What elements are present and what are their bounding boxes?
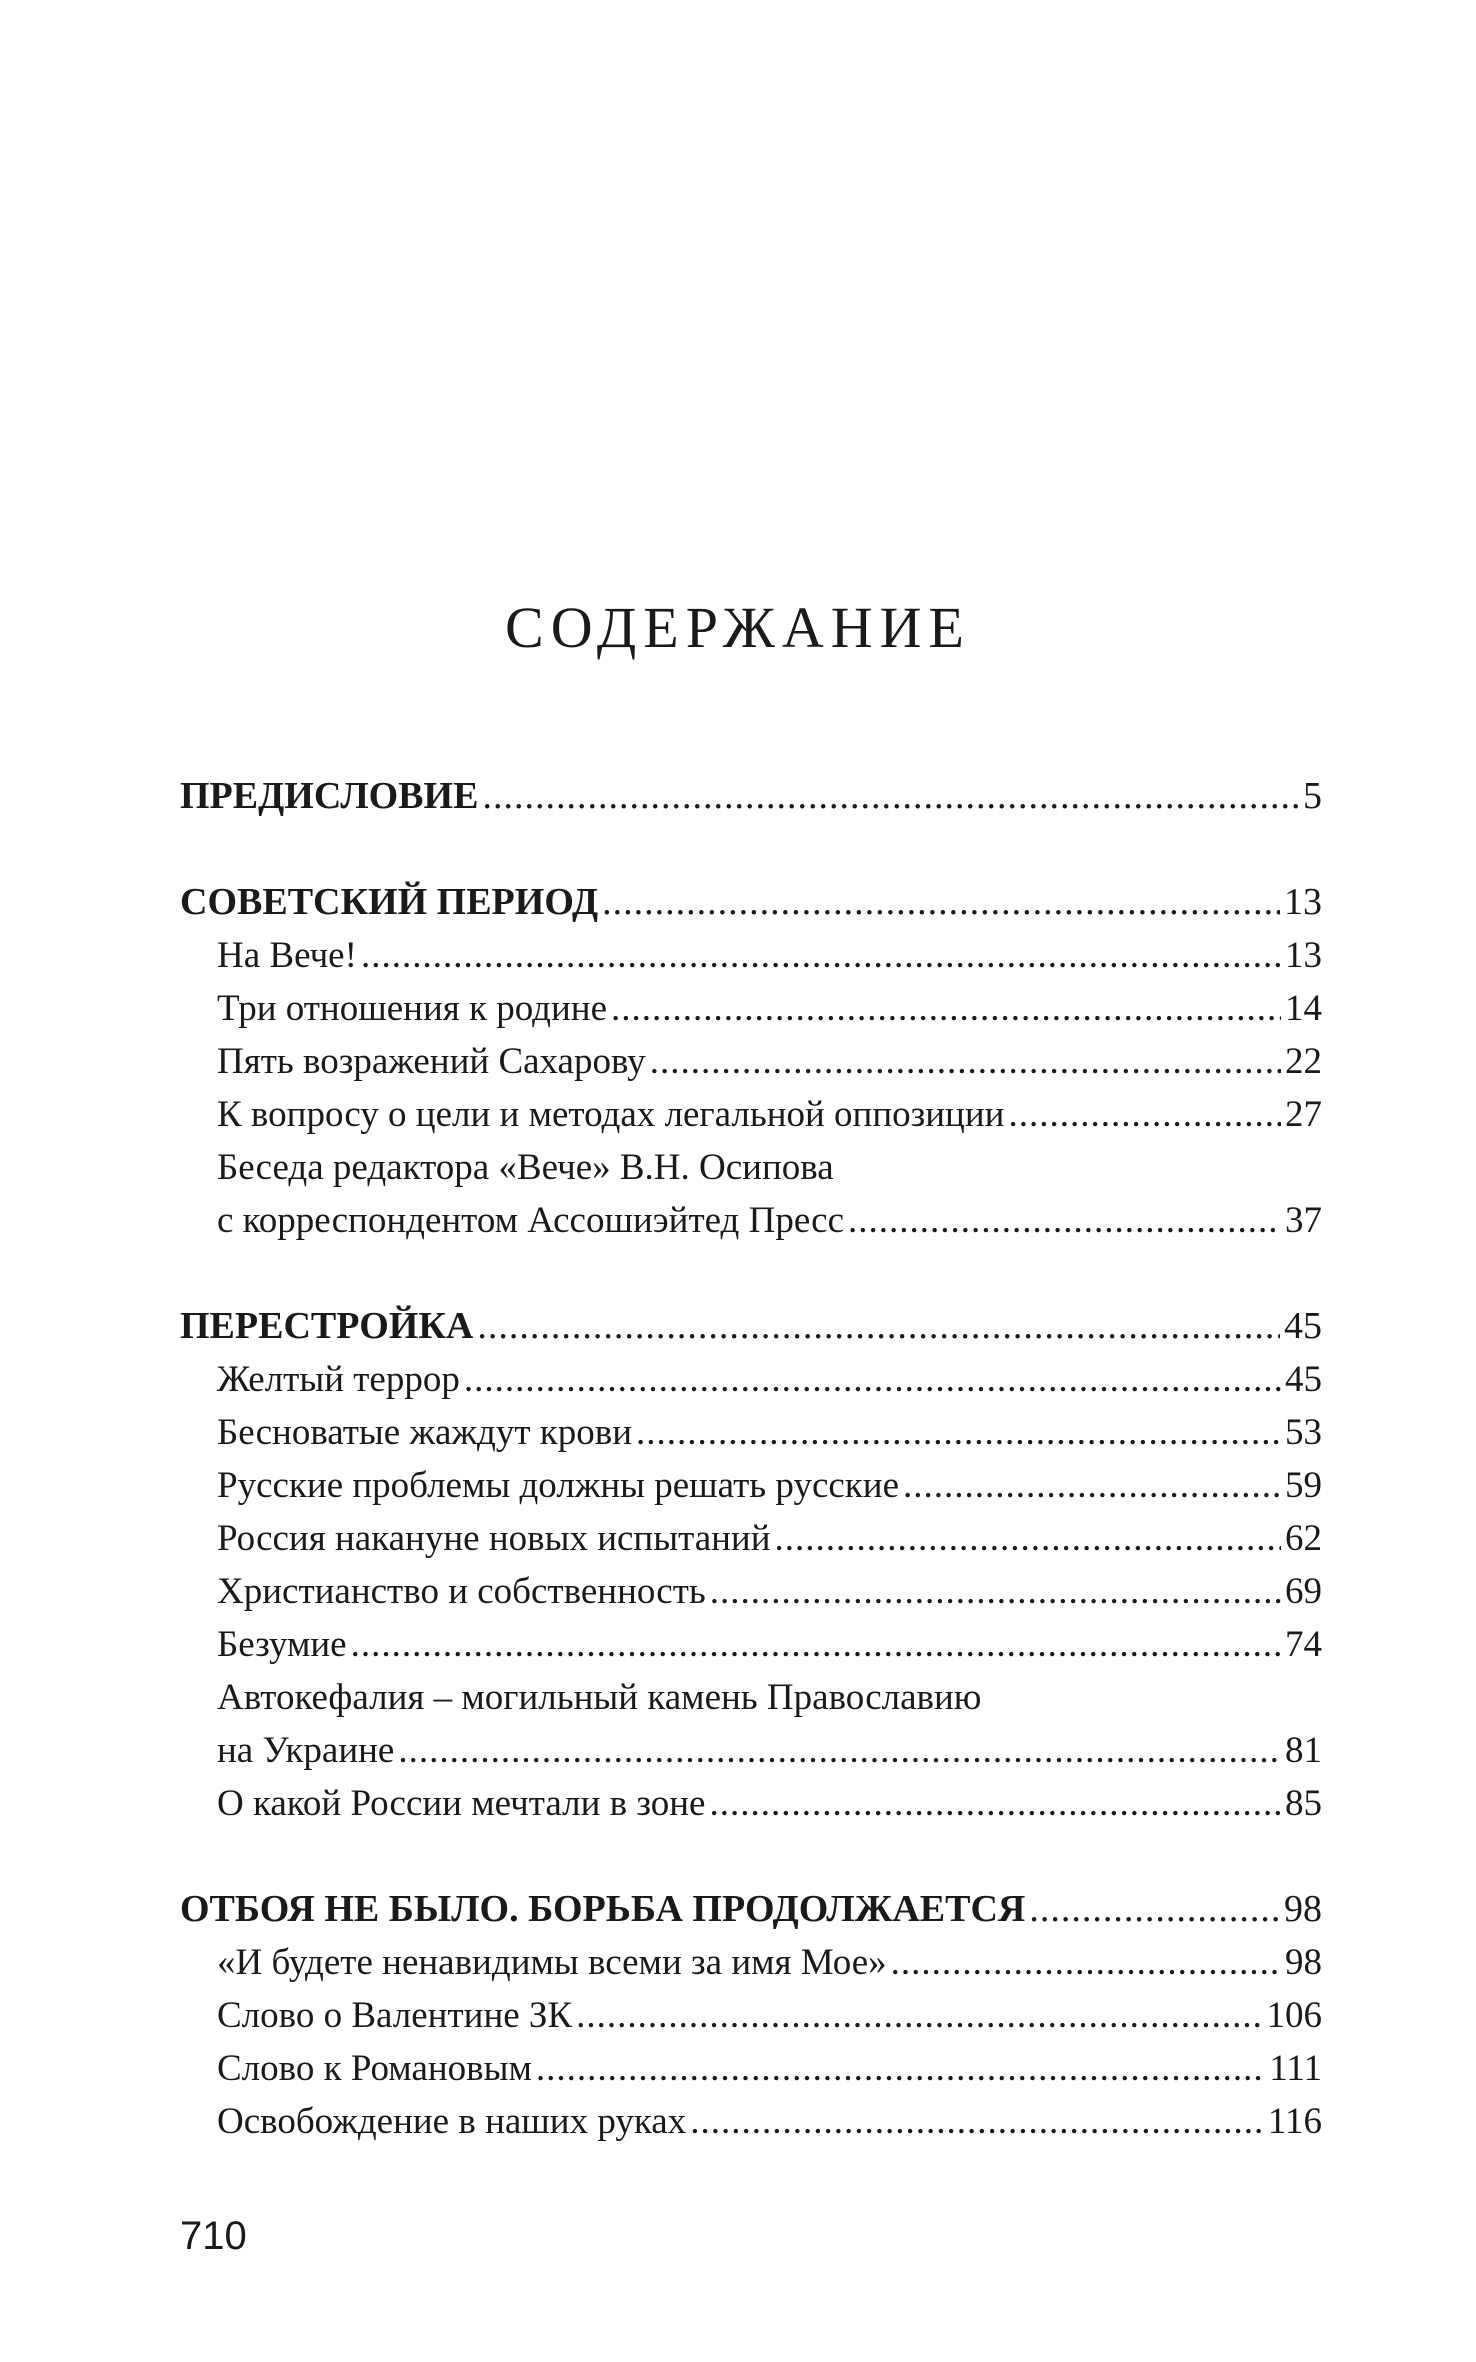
page-title: СОДЕРЖАНИЕ bbox=[505, 594, 971, 660]
toc-entry[interactable] bbox=[180, 1035, 1322, 1088]
toc-entry-page-number: 74 bbox=[1285, 1624, 1322, 1665]
toc-section-heading-title: ПРЕДИСЛОВИЕ bbox=[180, 775, 479, 817]
toc-entry[interactable] bbox=[180, 1512, 1322, 1565]
dot-leader bbox=[650, 1035, 1281, 1088]
toc-section-heading-page-number: 45 bbox=[1284, 1305, 1322, 1347]
toc-section bbox=[180, 1883, 1322, 2148]
toc-entry-continuation[interactable] bbox=[180, 1724, 1322, 1777]
dot-leader bbox=[690, 2095, 1264, 2148]
toc-section bbox=[180, 1300, 1322, 1830]
dot-leader bbox=[351, 1618, 1281, 1671]
toc-section-heading-title: ПЕРЕСТРОЙКА bbox=[180, 1305, 474, 1347]
dot-leader bbox=[602, 876, 1280, 929]
toc-entry[interactable] bbox=[180, 1459, 1322, 1512]
toc-entry-title: Освобождение в наших руках bbox=[217, 2101, 687, 2142]
toc-entry-continuation[interactable] bbox=[180, 1194, 1322, 1247]
toc-entry-page-number: 13 bbox=[1285, 935, 1322, 976]
toc-entry-page-number: 62 bbox=[1285, 1518, 1322, 1559]
toc-entry-title: Русские проблемы должны решать русские bbox=[217, 1465, 899, 1506]
dot-leader bbox=[477, 1300, 1280, 1353]
toc-entry-title: Бесноватые жаждут крови bbox=[217, 1412, 633, 1453]
toc-entry-title: Беседа редактора «Вече» В.Н. Осипова bbox=[217, 1147, 834, 1188]
toc-section-heading-page-number: 5 bbox=[1303, 775, 1322, 817]
toc-entry[interactable] bbox=[180, 1989, 1322, 2042]
toc-entry-continuation-title: с корреспондентом Ассошиэйтед Пресс bbox=[217, 1200, 845, 1241]
toc-entry[interactable] bbox=[180, 1141, 1322, 1194]
toc-entry-title: Слово к Романовым bbox=[217, 2048, 532, 2089]
toc-section bbox=[180, 876, 1322, 1247]
toc-entry-page-number: 59 bbox=[1285, 1465, 1322, 1506]
toc-section-heading-title: СОВЕТСКИЙ ПЕРИОД bbox=[180, 881, 599, 923]
dot-leader bbox=[636, 1406, 1281, 1459]
dot-leader bbox=[1029, 1883, 1280, 1936]
toc-entry-title: «И будете ненавидимы всеми за имя Мое» bbox=[217, 1942, 887, 1983]
toc-entry-title: Безумие bbox=[217, 1624, 347, 1665]
toc-entry[interactable] bbox=[180, 929, 1322, 982]
dot-leader bbox=[361, 929, 1281, 982]
toc-entry[interactable] bbox=[180, 1777, 1322, 1830]
toc-entry-page-number: 53 bbox=[1285, 1412, 1322, 1453]
dot-leader bbox=[576, 1989, 1262, 2042]
toc-entry-title: Пять возражений Сахарову bbox=[217, 1041, 646, 1082]
toc-entry[interactable] bbox=[180, 1936, 1322, 1989]
toc-entry[interactable] bbox=[180, 1353, 1322, 1406]
toc-entry-continuation-page-number: 81 bbox=[1285, 1730, 1322, 1771]
toc-entry[interactable] bbox=[180, 1565, 1322, 1618]
toc-entry-page-number: 111 bbox=[1269, 2048, 1322, 2089]
toc-entry-title: К вопросу о цели и методах легальной оппозиции bbox=[217, 1094, 1005, 1135]
toc-entry-page-number: 98 bbox=[1285, 1942, 1322, 1983]
toc-entry-page-number: 22 bbox=[1285, 1041, 1322, 1082]
dot-leader bbox=[464, 1353, 1281, 1406]
table-of-contents bbox=[180, 770, 1322, 2148]
toc-entry-page-number: 106 bbox=[1266, 1995, 1322, 2036]
page-number: 710 bbox=[180, 2214, 247, 2258]
toc-entry[interactable] bbox=[180, 1406, 1322, 1459]
toc-section-heading-page-number: 98 bbox=[1284, 1888, 1322, 1930]
toc-entry-page-number: 45 bbox=[1285, 1359, 1322, 1400]
dot-leader bbox=[775, 1512, 1281, 1565]
toc-entry-page-number: 116 bbox=[1267, 2101, 1322, 2142]
toc-section bbox=[180, 770, 1322, 823]
toc-entry-page-number: 85 bbox=[1285, 1783, 1322, 1824]
toc-entry[interactable] bbox=[180, 982, 1322, 1035]
toc-entry-continuation-title: на Украине bbox=[217, 1730, 395, 1771]
toc-section-heading[interactable] bbox=[180, 1300, 1322, 1353]
dot-leader bbox=[482, 770, 1299, 823]
dot-leader bbox=[536, 2042, 1265, 2095]
dot-leader bbox=[848, 1194, 1281, 1247]
toc-entry-title: О какой России мечтали в зоне bbox=[217, 1783, 706, 1824]
toc-entry-title: На Вече! bbox=[217, 935, 357, 976]
toc-entry-title: Желтый террор bbox=[217, 1359, 460, 1400]
toc-entry-title: Три отношения к родине bbox=[217, 988, 608, 1029]
toc-entry-title: Слово о Валентине ЗК bbox=[217, 1995, 573, 2036]
toc-entry[interactable] bbox=[180, 1671, 1322, 1724]
toc-entry-page-number: 27 bbox=[1285, 1094, 1322, 1135]
toc-entry[interactable] bbox=[180, 2095, 1322, 2148]
toc-section-heading-title: ОТБОЯ НЕ БЫЛО. БОРЬБА ПРОДОЛЖАЕТСЯ bbox=[180, 1888, 1026, 1930]
toc-entry-continuation-page-number: 37 bbox=[1285, 1200, 1322, 1241]
toc-entry[interactable] bbox=[180, 1088, 1322, 1141]
toc-section-heading-page-number: 13 bbox=[1284, 881, 1322, 923]
dot-leader bbox=[903, 1459, 1281, 1512]
dot-leader bbox=[891, 1936, 1281, 1989]
toc-entry-title: Россия накануне новых испытаний bbox=[217, 1518, 771, 1559]
toc-entry-title: Автокефалия – могильный камень Православию bbox=[217, 1677, 982, 1718]
toc-section-heading[interactable] bbox=[180, 876, 1322, 929]
toc-entry[interactable] bbox=[180, 2042, 1322, 2095]
dot-leader bbox=[1008, 1088, 1281, 1141]
toc-entry[interactable] bbox=[180, 1618, 1322, 1671]
toc-section-heading[interactable] bbox=[180, 1883, 1322, 1936]
dot-leader bbox=[611, 982, 1281, 1035]
dot-leader bbox=[709, 1777, 1281, 1830]
toc-entry-page-number: 14 bbox=[1285, 988, 1322, 1029]
toc-entry-title: Христианство и собственность bbox=[217, 1571, 706, 1612]
dot-leader bbox=[710, 1565, 1281, 1618]
toc-section-heading[interactable] bbox=[180, 770, 1322, 823]
toc-entry-page-number: 69 bbox=[1285, 1571, 1322, 1612]
dot-leader bbox=[398, 1724, 1281, 1777]
